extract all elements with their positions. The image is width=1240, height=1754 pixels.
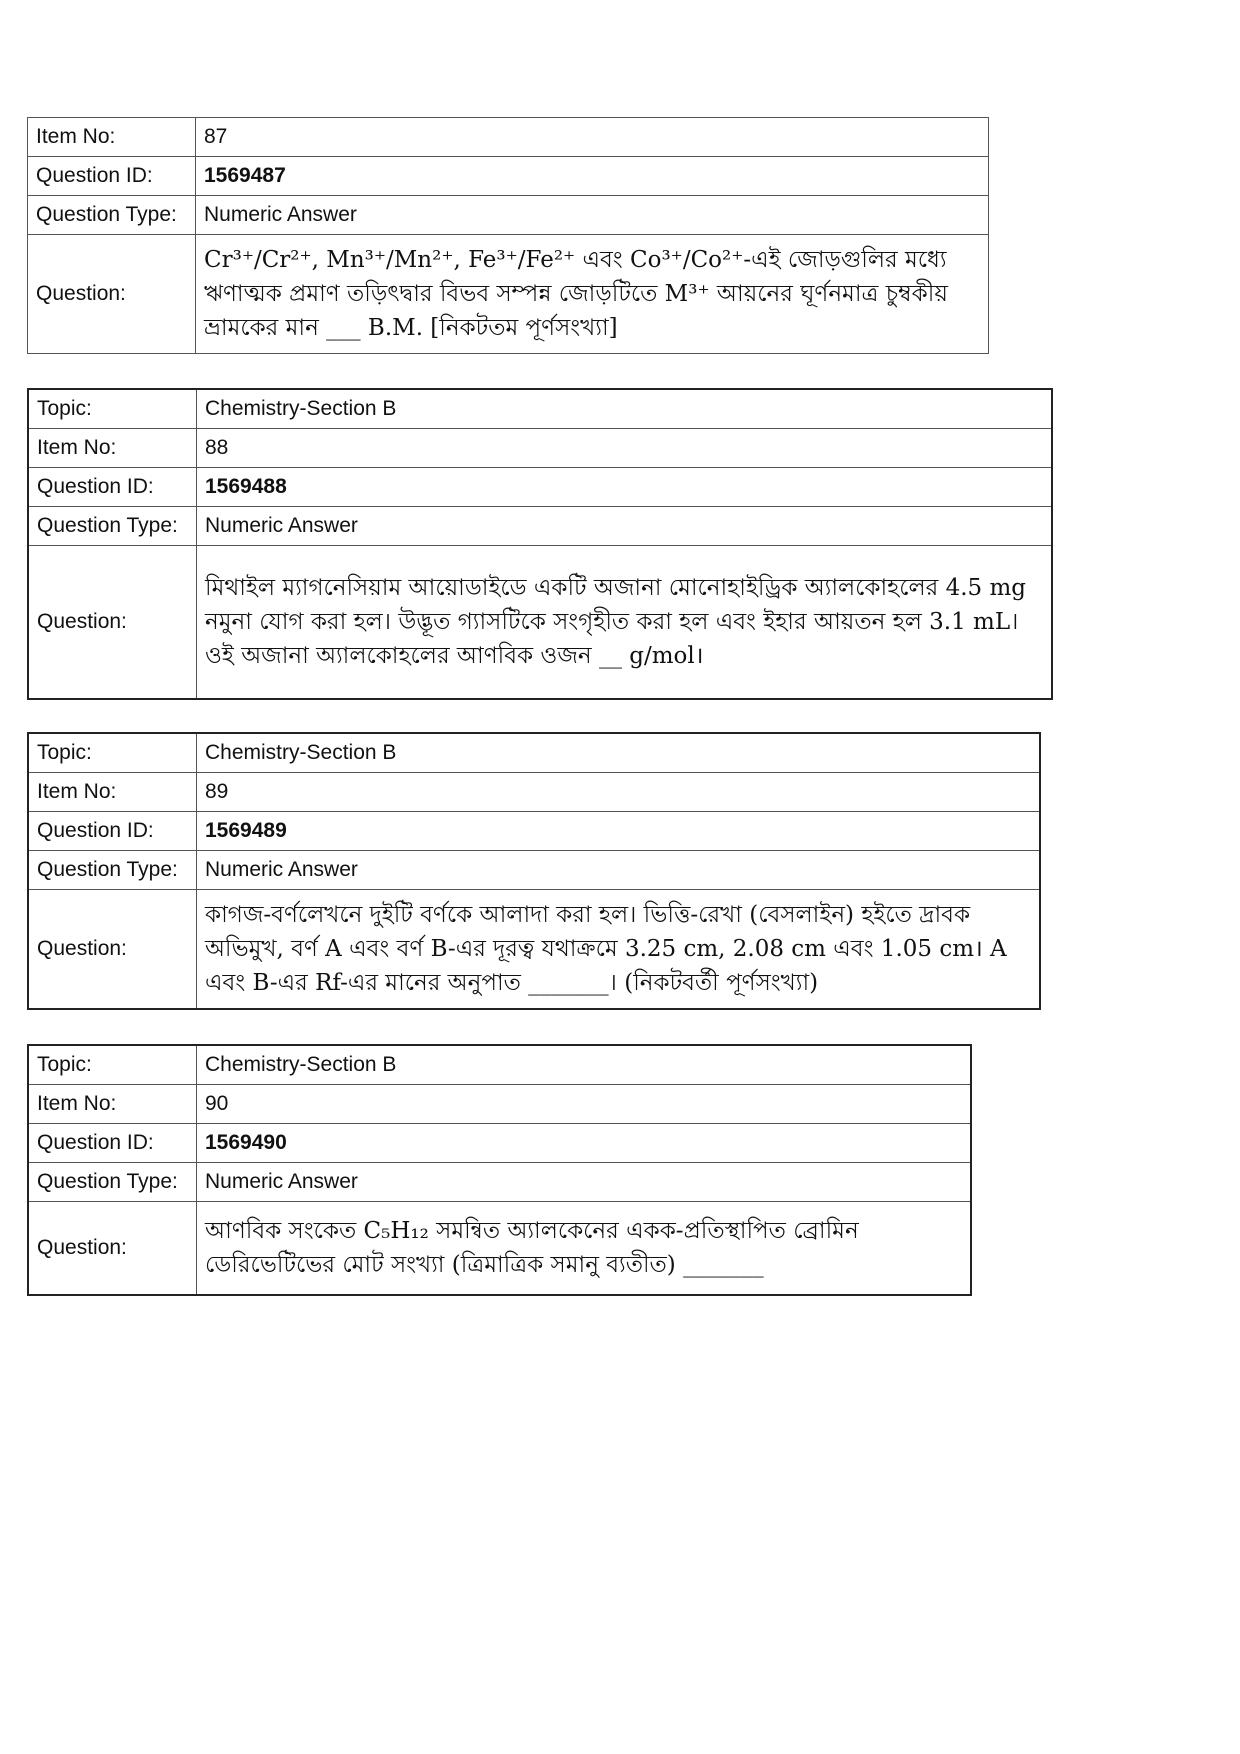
item-no-value: 87 bbox=[196, 118, 989, 157]
question-label: Question: bbox=[28, 235, 196, 354]
item-no-label: Item No: bbox=[28, 118, 196, 157]
topic-label: Topic: bbox=[28, 1045, 197, 1085]
item-no-value: 88 bbox=[197, 429, 1053, 468]
question-table-88 bbox=[27, 388, 1053, 700]
question-id-value: 1569487 bbox=[196, 157, 989, 196]
question-label: Question: bbox=[28, 546, 197, 700]
topic-value: Chemistry-Section B bbox=[197, 733, 1041, 773]
question-type-label: Question Type: bbox=[28, 196, 196, 235]
question-id-value: 1569488 bbox=[197, 468, 1053, 507]
question-label: Question: bbox=[28, 1202, 197, 1296]
question-type-value: Numeric Answer bbox=[197, 507, 1053, 546]
topic-label: Topic: bbox=[28, 733, 197, 773]
question-type-value: Numeric Answer bbox=[196, 196, 989, 235]
question-id-label: Question ID: bbox=[28, 1124, 197, 1163]
item-no-label: Item No: bbox=[28, 1085, 197, 1124]
question-type-label: Question Type: bbox=[28, 1163, 197, 1202]
topic-label: Topic: bbox=[28, 389, 197, 429]
question-type-label: Question Type: bbox=[28, 507, 197, 546]
item-no-label: Item No: bbox=[28, 773, 197, 812]
question-table-87 bbox=[27, 117, 989, 354]
question-table-90 bbox=[27, 1044, 972, 1296]
question-label: Question: bbox=[28, 890, 197, 1010]
question-id-value: 1569490 bbox=[197, 1124, 972, 1163]
question-text: আণবিক সংকেত C₅H₁₂ সমন্বিত অ্যালকেনের একক-প্রতিস্থাপিত ব্রোমিন ডেরিভেটিভের মোট সংখ্যা (ত্রিমাত্রিক সমানু ব্যতীত) _______ bbox=[197, 1202, 972, 1296]
question-id-label: Question ID: bbox=[28, 812, 197, 851]
question-id-label: Question ID: bbox=[28, 157, 196, 196]
question-table-89 bbox=[27, 732, 1041, 1010]
question-text: মিথাইল ম্যাগনেসিয়াম আয়োডাইডে একটি অজানা মোনোহাইড্রিক অ্যালকোহলের 4.5 mg নমুনা যোগ করা হল। উদ্ভূত গ্যাসটিকে সংগৃহীত করা হল এবং ইহার আয়তন হল 3.1 mL। ওই অজানা অ্যালকোহলের আণবিক ওজন __ g/mol। bbox=[197, 546, 1053, 700]
item-no-value: 89 bbox=[197, 773, 1041, 812]
question-type-label: Question Type: bbox=[28, 851, 197, 890]
topic-value: Chemistry-Section B bbox=[197, 1045, 972, 1085]
item-no-value: 90 bbox=[197, 1085, 972, 1124]
question-text: Cr³⁺/Cr²⁺, Mn³⁺/Mn²⁺, Fe³⁺/Fe²⁺ এবং Co³⁺/Co²⁺-এই জোড়গুলির মধ্যে ঋণাত্মক প্রমাণ তড়িৎদ্বার বিভব সম্পন্ন জোড়টিতে M³⁺ আয়নের ঘূর্ণনমাত্র চুম্বকীয় ভ্রামকের মান ___ B.M. [নিকটতম পূর্ণসংখ্যা] bbox=[196, 235, 989, 354]
question-id-label: Question ID: bbox=[28, 468, 197, 507]
question-text: কাগজ-বর্ণলেখনে দুইটি বর্ণকে আলাদা করা হল। ভিত্তি-রেখা (বেসলাইন) হইতে দ্রাবক অভিমুখ, বর্ণ A এবং বর্ণ B-এর দূরত্ব যথাক্রমে 3.25 cm, 2.08 cm এবং 1.05 cm। A এবং B-এর Rf-এর মানের অনুপাত _______। (নিকটবর্তী পূর্ণসংখ্যা) bbox=[197, 890, 1041, 1010]
topic-value: Chemistry-Section B bbox=[197, 389, 1053, 429]
item-no-label: Item No: bbox=[28, 429, 197, 468]
question-type-value: Numeric Answer bbox=[197, 851, 1041, 890]
question-id-value: 1569489 bbox=[197, 812, 1041, 851]
question-type-value: Numeric Answer bbox=[197, 1163, 972, 1202]
